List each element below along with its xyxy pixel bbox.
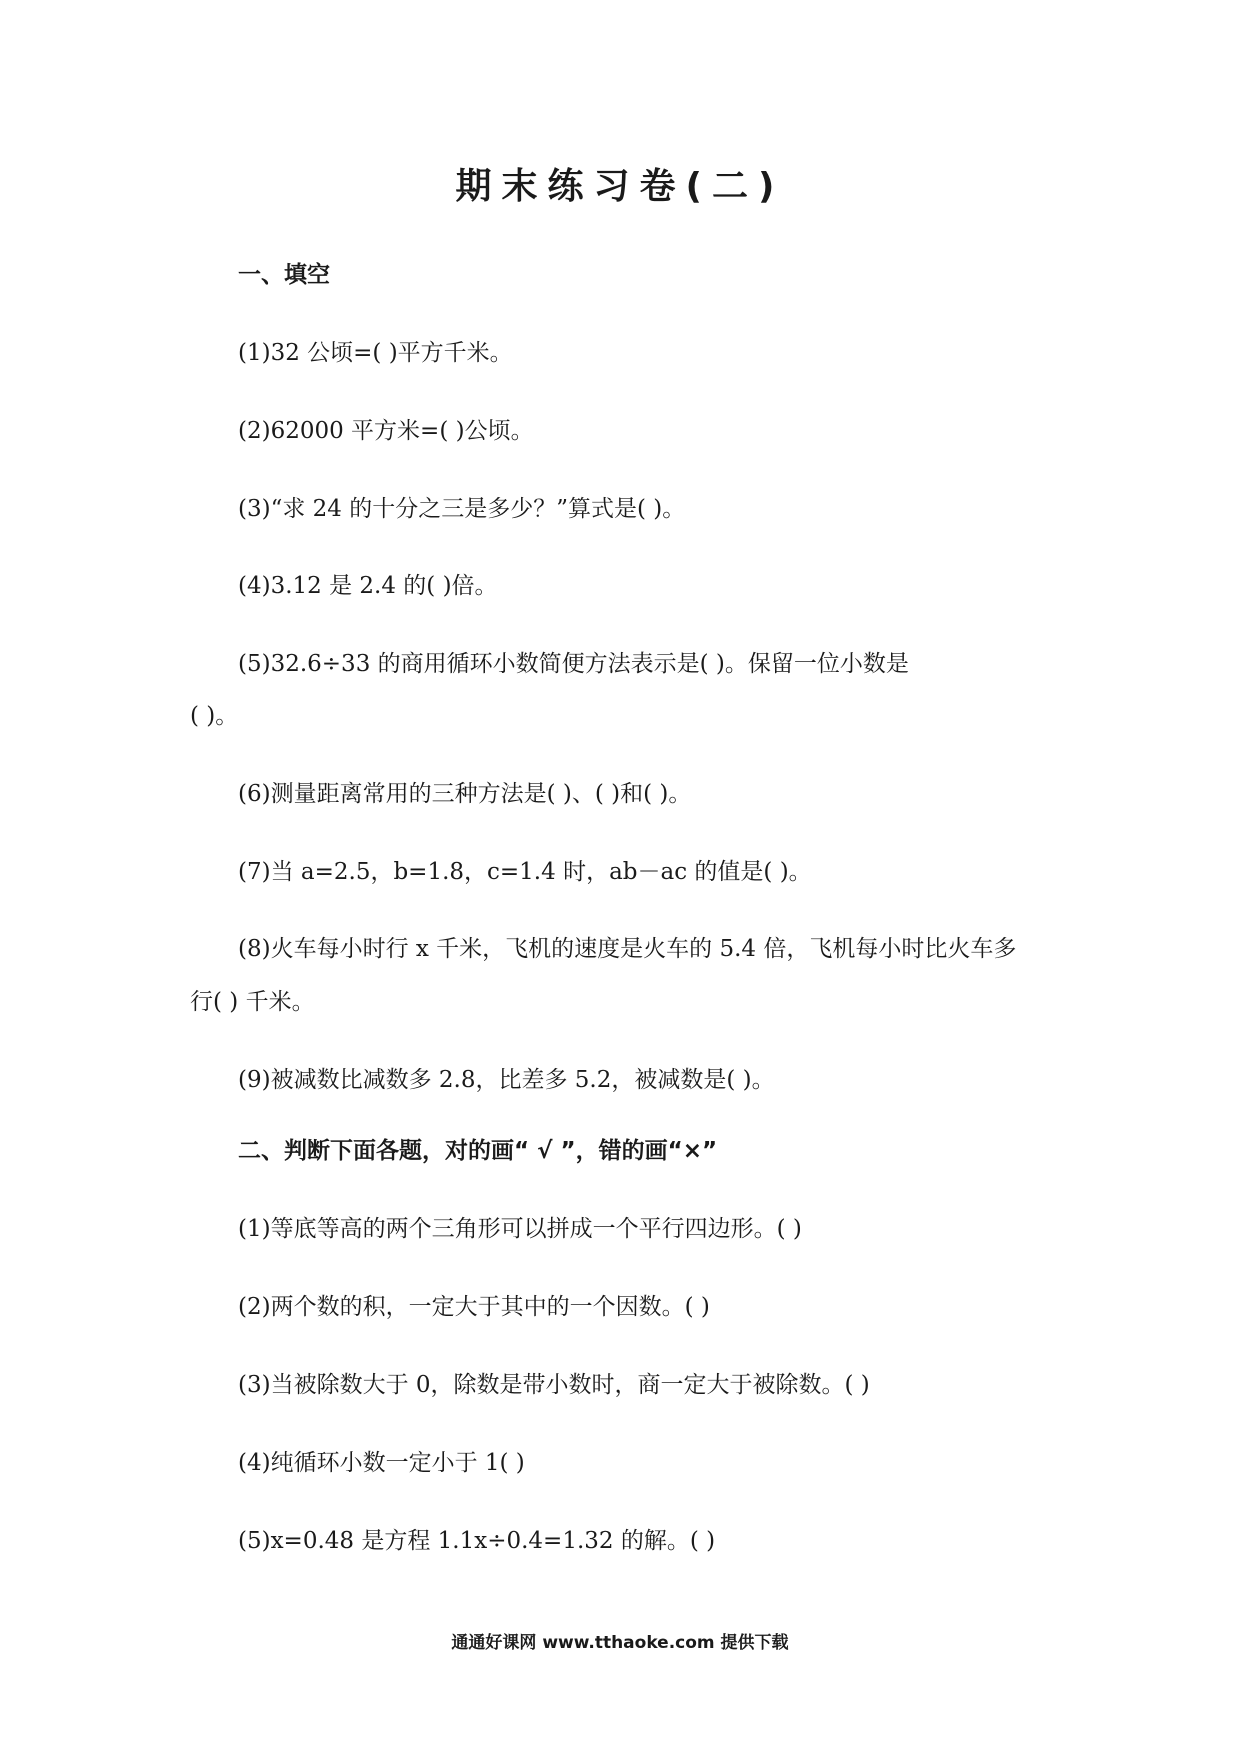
fill-question-3: (3)“求 24 的十分之三是多少？”算式是( )。 (238, 496, 686, 522)
fill-question-1: (1)32 公顷=( )平方千米。 (238, 340, 513, 366)
judge-question-1: (1)等底等高的两个三角形可以拼成一个平行四边形。( ) (238, 1216, 802, 1242)
fill-question-5: (5)32.6÷33 的商用循环小数简便方法表示是( )。保留一位小数是 (238, 651, 909, 677)
section-heading-fill-blank: 一、填空 (238, 262, 330, 288)
fill-question-7: (7)当 a=2.5，b=1.8，c=1.4 时，ab－ac 的值是( )。 (238, 859, 812, 885)
page-footer: 通通好课网 www.tthaoke.com 提供下载 (451, 1633, 789, 1653)
fill-question-9: (9)被减数比减数多 2.8，比差多 5.2，被减数是( )。 (238, 1067, 775, 1093)
fill-question-8-continued: 行( ) 千米。 (190, 989, 315, 1015)
page-title: 期末练习卷(二) (455, 166, 785, 207)
judge-question-5: (5)x=0.48 是方程 1.1x÷0.4=1.32 的解。( ) (238, 1528, 716, 1554)
fill-question-5-continued: ( )。 (190, 703, 239, 729)
fill-question-2: (2)62000 平方米=( )公顷。 (238, 418, 534, 444)
fill-question-6: (6)测量距离常用的三种方法是( )、( )和( )。 (238, 781, 692, 807)
judge-question-2: (2)两个数的积，一定大于其中的一个因数。( ) (238, 1294, 710, 1320)
fill-question-4: (4)3.12 是 2.4 的( )倍。 (238, 573, 498, 599)
fill-question-8: (8)火车每小时行 x 千米，飞机的速度是火车的 5.4 倍，飞机每小时比火车多 (238, 936, 1017, 962)
section-heading-true-false: 二、判断下面各题，对的画“ √ ”，错的画“×” (238, 1138, 718, 1164)
judge-question-3: (3)当被除数大于 0，除数是带小数时，商一定大于被除数。( ) (238, 1372, 870, 1398)
judge-question-4: (4)纯循环小数一定小于 1( ) (238, 1450, 525, 1476)
